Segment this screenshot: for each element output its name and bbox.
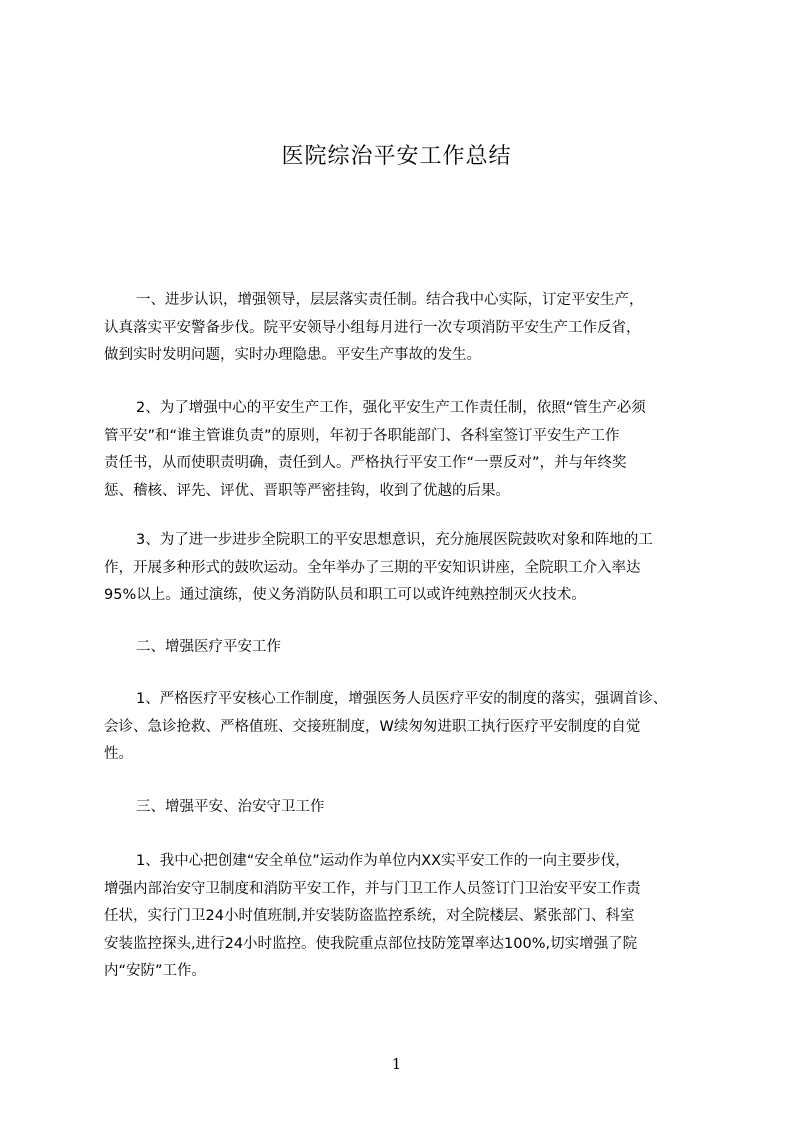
paragraph-line: 惩、稽核、评先、评优、晋职等严密挂钩，收到了优越的后果。 [104, 482, 510, 499]
paragraph-line: 2、为了增强中心的平安生产工作，强化平安生产工作责任制，依照“管生产必须 [136, 400, 646, 416]
document-title: 医院综治平安工作总结 [281, 144, 512, 169]
paragraph-line: 性。 [104, 746, 133, 762]
paragraph-5 [104, 848, 704, 986]
paragraph-line: 会诊、急诊抢救、严格值班、交接班制度，W续匆匆进职工执行医疗平安制度的自觉 [104, 718, 641, 735]
paragraph-line: 1、我中心把创建“安全单位”运动作为单位内XX实平安工作的一向主要步伐， [136, 853, 630, 869]
paragraph-line: 做到实时发明问题，实时办理隐患。平安生产事故的发生。 [104, 347, 481, 363]
paragraph-line: 一、进步认识，增强领导，层层落实责任制。结合我中心实际，订定平安生产， [136, 292, 644, 308]
paragraph-line: 认真落实平安警备步伐。院平安领导小组每月进行一次专项消防平安生产工作反省， [104, 319, 641, 336]
paragraph-line: 作，开展多种形式的鼓吹运动。全年举办了三期的平安知识讲座，全院职工介入率达 [104, 559, 641, 576]
paragraph-line: 95%以上。通过演练，使义务消防队员和职工可以或许纯熟控制灭火技术。 [104, 587, 586, 603]
page-number: 1 [391, 1055, 402, 1073]
paragraph-2 [104, 395, 704, 505]
paragraph-line: 1、严格医疗平安核心工作制度，增强医务人员医疗平安的制度的落实，强调首诊、 [136, 691, 668, 707]
section-heading-2: 二、增强医疗平安工作 [136, 639, 281, 655]
paragraph-line: 3、为了进一步进步全院职工的平安思想意识，充分施展医院鼓吹对象和阵地的工 [136, 532, 653, 548]
paragraph-line: 增强内部治安守卫制度和消防平安工作，并与门卫工作人员签订门卫治安平安工作责 [104, 880, 641, 897]
paragraph-4 [104, 686, 704, 769]
paragraph-3 [104, 527, 704, 610]
paragraph-line: 责任书，从而使职责明确，责任到人。严格执行平安工作“一票反对”，并与年终奖 [104, 455, 627, 471]
paragraph-line: 内“安防”工作。 [104, 963, 207, 979]
paragraph-line: 管平安”和“谁主管谁负责”的原则，年初于各职能部门、各科室签订平安生产工作 [104, 427, 620, 444]
section-heading-3: 三、增强平安、治安守卫工作 [136, 799, 325, 815]
paragraph-line: 任状，实行门卫24小时值班制,并安装防盗监控系统，对全院楼层、紧张部门、科室 [104, 908, 635, 924]
paragraph-line: 安装监控探头,进行24小时监控。使我院重点部位技防笼罩率达100%,切实增强了院 [104, 935, 638, 952]
paragraph-1 [104, 287, 704, 370]
